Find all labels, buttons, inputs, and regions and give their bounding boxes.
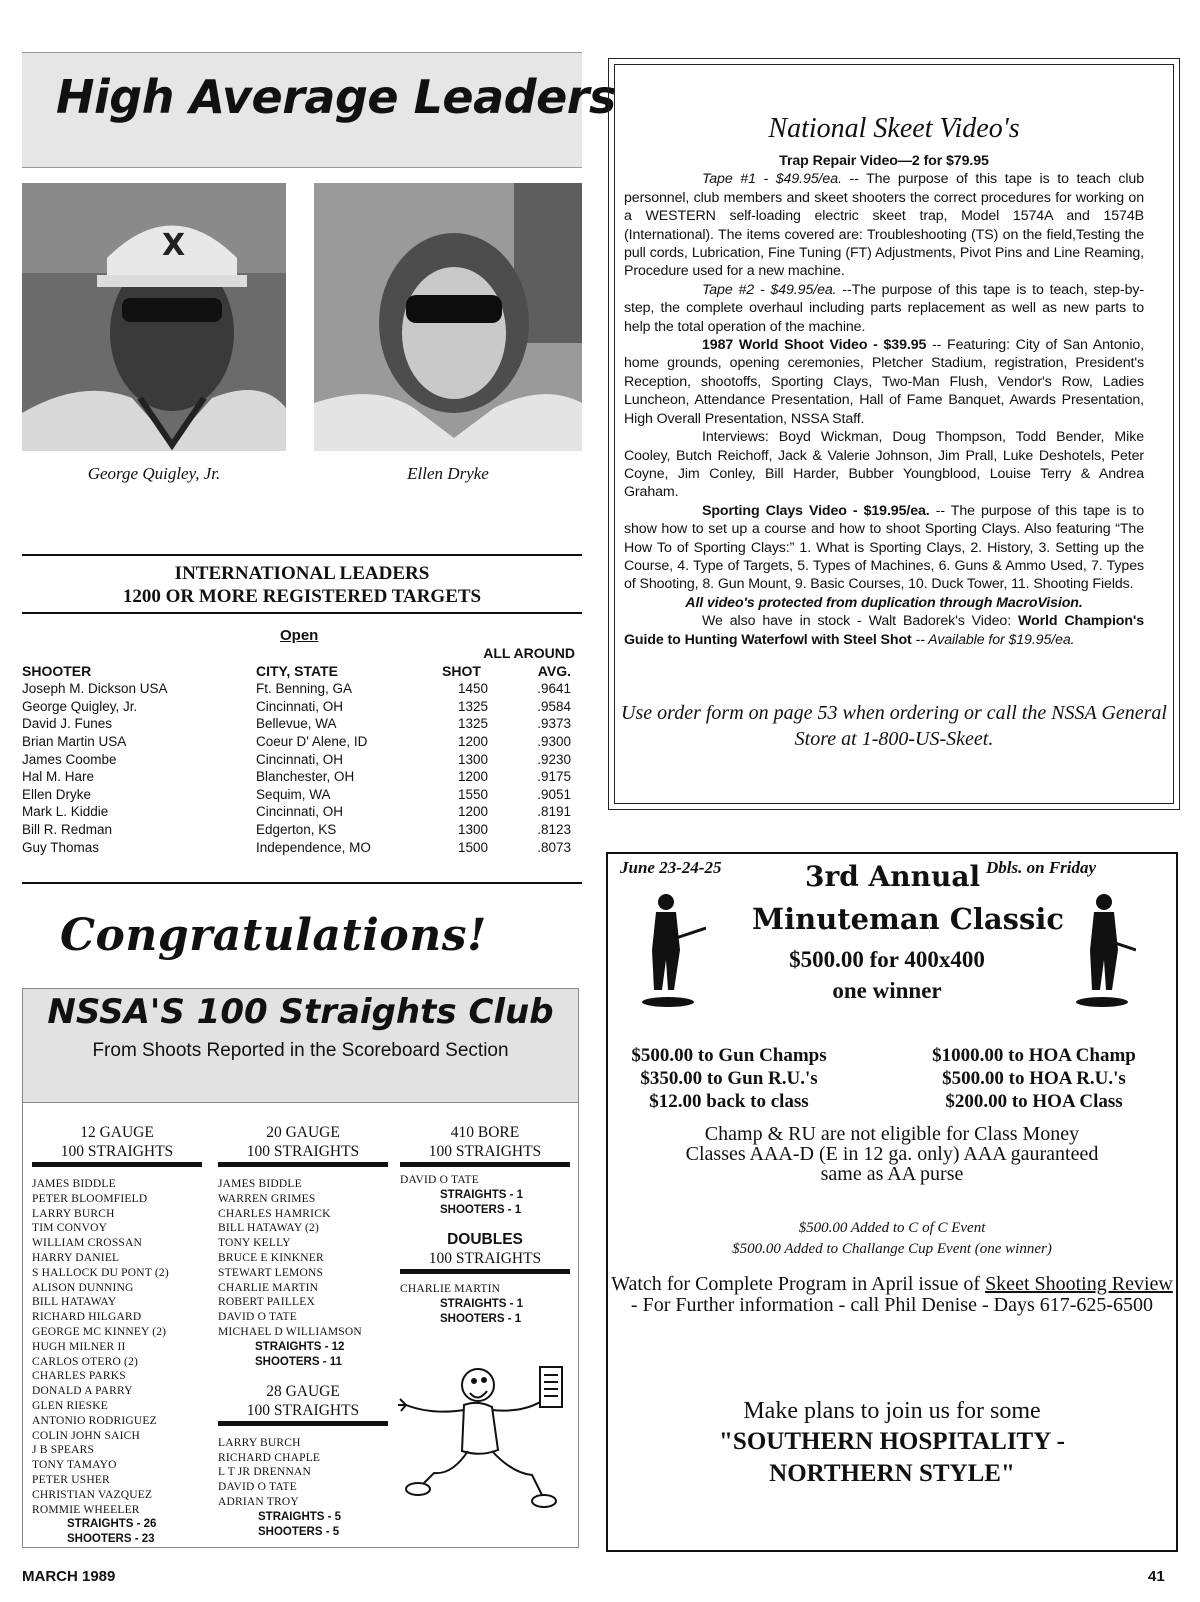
cell-shot: 1450	[457, 681, 489, 697]
list-item: JAMES BIDDLE	[32, 1178, 116, 1190]
eligibility-line-1: Champ & RU are not eligible for Class Money	[704, 1123, 1080, 1145]
col12-straights: STRAIGHTS - 26	[67, 1518, 157, 1531]
cell-avg: .9051	[537, 786, 571, 802]
list-item: CHARLIE MARTIN	[218, 1281, 319, 1294]
list-item: BILL HATAWAY (2)	[218, 1222, 320, 1235]
tape1-text: -- The purpose of this tape is to teach club personnel, club members and skeet shooters the correct procedures for working on a WESTERN self-loading electric skeet trap, Model 1574A and 1574B (International). The items covered are: Troubleshooting (TS) on the field,Testing the pull cords, Lubrication, Fine Tuning (FT) Adjustments, Pivot Pins and Line Reaming, Procedure used for a new machine.	[624, 171, 1144, 280]
cell-city-state: Independence, MO	[256, 839, 371, 855]
col20-shooters: SHOOTERS - 11	[255, 1355, 342, 1368]
tape2-text: --The purpose of this tape is to teach, step-by-step, the complete overhaul including parts replacement as well as new parts to help the total operation of the machine.	[624, 281, 1144, 335]
watch-prefix: Watch for Complete Program in April issue of	[611, 1273, 986, 1295]
high-average-title: High Average Leaders	[56, 70, 616, 124]
watch-for-program	[608, 1274, 1176, 1316]
table-row	[22, 751, 577, 769]
doubles-shooters: SHOOTERS - 1	[440, 1312, 522, 1325]
list-item: DONALD A PARRY	[32, 1385, 133, 1398]
cell-shot: 1300	[457, 821, 489, 837]
list-item: PETER USHER	[32, 1473, 110, 1486]
list-item: CHARLES HAMRICK	[218, 1207, 331, 1220]
plans-line: Make plans to join us for some	[743, 1398, 1041, 1424]
col410-shooters: SHOOTERS - 1	[440, 1203, 522, 1216]
list-item: COLIN JOHN SAICH	[32, 1429, 140, 1442]
cell-avg: .9584	[537, 698, 571, 714]
video-ad-body	[624, 152, 1144, 649]
cartoon-cheering-man-illustration	[392, 1355, 572, 1515]
cell-shot: 1200	[457, 733, 489, 749]
col12-bar	[32, 1162, 202, 1167]
col28-straights: STRAIGHTS - 5	[258, 1510, 342, 1523]
list-item: DAVID O TATE	[218, 1311, 297, 1324]
cell-city-state: Cincinnati, OH	[256, 751, 344, 767]
photo-caption-ellen: Ellen Dryke	[407, 464, 489, 483]
list-item: PETER BLOOMFIELD	[32, 1192, 148, 1205]
col28-shooters: SHOOTERS - 5	[258, 1525, 340, 1538]
col20-bar	[218, 1162, 388, 1167]
col-header-shooter: SHOOTER	[22, 662, 92, 679]
cell-shooter: Mark L. Kiddie	[22, 804, 109, 820]
col28-name-list	[218, 1436, 388, 1510]
list-item: CHRISTIAN VAZQUEZ	[32, 1488, 153, 1501]
international-leaders-title	[22, 562, 582, 608]
cell-shooter: Brian Martin USA	[22, 733, 127, 749]
col12-heading: 12 GAUGE	[80, 1124, 154, 1141]
table-row	[22, 768, 577, 786]
skeet-shooting-review-link: Skeet Shooting Review	[985, 1273, 1173, 1295]
purse-line: $500.00 for 400x400	[789, 947, 985, 972]
col20-heading: 20 GAUGE	[266, 1124, 340, 1141]
doubles-friday-note: Dbls. on Friday	[986, 858, 1097, 877]
list-item: MICHAEL D WILLIAMSON	[218, 1325, 362, 1338]
left-prize-1: $500.00 to Gun Champs	[631, 1045, 827, 1066]
cell-avg: .9373	[537, 716, 571, 732]
col20-subheading: 100 STRAIGHTS	[246, 1143, 360, 1160]
issue-date-footer: MARCH 1989	[22, 1568, 116, 1585]
list-item: RICHARD HILGARD	[32, 1311, 142, 1324]
list-item: JAMES BIDDLE	[218, 1178, 302, 1190]
division-open-label: Open	[280, 627, 319, 644]
list-item: WARREN GRIMES	[218, 1192, 316, 1205]
table-row	[22, 839, 577, 857]
page-number-footer: 41	[1148, 1568, 1165, 1585]
col12-shooters: SHOOTERS - 23	[67, 1533, 155, 1546]
left-prize-3: $12.00 back to class	[649, 1091, 809, 1112]
doubles-straights: STRAIGHTS - 1	[440, 1297, 524, 1310]
cell-avg: .8191	[537, 804, 571, 820]
column-410-bore	[400, 1123, 570, 1327]
macrovision-notice: All video's protected from duplication through MacroVision.	[685, 594, 1083, 611]
minuteman-classic-heading: Minuteman Classic	[752, 902, 1065, 936]
cell-shooter: Guy Thomas	[22, 839, 100, 855]
col28-heading: 28 GAUGE	[266, 1382, 340, 1400]
cell-shooter: Hal M. Hare	[22, 769, 95, 785]
list-item: GLEN RIESKE	[32, 1399, 108, 1412]
photo-ellen-dryke	[314, 183, 582, 451]
cell-shot: 1300	[457, 751, 489, 767]
list-item: ROMMIE WHEELER	[32, 1503, 140, 1516]
cell-city-state: Edgerton, KS	[256, 821, 337, 837]
added-money-notes	[608, 1218, 1176, 1260]
list-item: ANTONIO RODRIGUEZ	[32, 1414, 157, 1427]
list-item: L T JR DRENNAN	[218, 1466, 311, 1479]
stock-text: We also have in stock - Walt Badorek's Video:	[702, 613, 1018, 630]
eligibility-notes	[608, 1124, 1176, 1184]
svg-text:X: X	[162, 228, 186, 263]
table-row	[22, 786, 577, 804]
sporting-clays-text: -- The purpose of this tape is to show how to set up a course and how to shoot Sporting Clays. Also featuring “The How To of Sporting Clays:” 1. What is Sporting Clays, 2. History, 3. Setting up the Course, 4. Type of Targets, 5. Types of Machines, 6. Guns & Ammo Used, 7. Types of Shooting, 8. Gun Mount, 9. Basic Courses, 10. Duck Tower, 11. Shooting Fields.	[624, 502, 1144, 593]
added-line-2: $500.00 Added to Challange Cup Event (one winner)	[732, 1241, 1052, 1257]
cell-shooter: Bill R. Redman	[22, 821, 113, 837]
cell-avg: .8123	[537, 821, 571, 837]
col-header-city: CITY, STATE	[256, 662, 338, 679]
cell-shooter: Joseph M. Dickson USA	[22, 681, 168, 697]
list-item: BRUCE E KINKNER	[218, 1251, 324, 1264]
cell-city-state: Blanchester, OH	[256, 769, 355, 785]
hospitality-line-1: "SOUTHERN HOSPITALITY -	[719, 1428, 1065, 1455]
eligibility-line-3: same as AA purse	[820, 1163, 964, 1185]
col-header-shot: SHOT	[442, 662, 481, 679]
cell-shooter: George Quigley, Jr.	[22, 698, 138, 714]
col28-bar	[218, 1421, 388, 1426]
straights-club-subtitle: From Shoots Reported in the Scoreboard Section	[92, 1040, 509, 1061]
watch-suffix: - For Further information - call Phil Denise - Days 617-625-6500	[630, 1294, 1154, 1316]
cell-avg: .9641	[537, 681, 571, 697]
table-row	[22, 821, 577, 839]
doubles-heading: DOUBLES	[447, 1230, 523, 1248]
col410-heading: 410 BORE	[450, 1124, 520, 1141]
cell-shot: 1325	[457, 716, 489, 732]
cell-city-state: Cincinnati, OH	[256, 804, 344, 820]
cell-avg: .9230	[537, 751, 571, 767]
divider-top	[22, 554, 582, 556]
table-row	[22, 803, 577, 821]
cell-shooter: Ellen Dryke	[22, 786, 92, 802]
list-item: WILLIAM CROSSAN	[32, 1237, 143, 1250]
column-12-gauge	[32, 1123, 202, 1547]
col-header-avg: AVG.	[537, 662, 571, 679]
list-item: ROBERT PAILLEX	[218, 1296, 315, 1309]
sporting-clays-label: Sporting Clays Video - $19.95/ea.	[702, 502, 930, 519]
left-prize-2: $350.00 to Gun R.U.'s	[640, 1068, 818, 1089]
stock-title: World Champion's Guide to Hunting Waterfowl with Steel Shot	[624, 613, 1144, 648]
cell-shot: 1500	[457, 839, 489, 855]
cell-avg: .8073	[537, 839, 571, 855]
list-item: CHARLES PARKS	[32, 1370, 126, 1383]
right-prize-1: $1000.00 to HOA Champ	[932, 1045, 1136, 1066]
tape2-label: Tape #2 - $49.95/ea.	[702, 281, 837, 298]
stock-price: -- Available for $19.95/ea.	[911, 631, 1075, 648]
col28-subheading: 100 STRAIGHTS	[246, 1401, 360, 1419]
table-row	[22, 680, 577, 698]
list-item: GEORGE MC KINNEY (2)	[32, 1325, 167, 1338]
interviews-text: Interviews: Boyd Wickman, Doug Thompson, Todd Bender, Mike Cooley, Butch Reichoff, Jack & Valerie Johnson, Jim Prall, Luke Deshotels, Peter Coyne, Jim Conley, Bill Harder, Bubber Youngblood, Louise Terry & Andrea Graham.	[624, 429, 1144, 501]
hospitality-line-2: NORTHERN STYLE"	[769, 1460, 1015, 1487]
cell-shooter: David J. Funes	[22, 716, 113, 732]
doubles-name-list	[400, 1282, 570, 1297]
right-prize-3: $200.00 to HOA Class	[945, 1091, 1123, 1112]
all-around-header: ALL AROUND	[483, 645, 575, 661]
event-dates: June 23-24-25	[620, 858, 722, 877]
table-row	[22, 698, 577, 716]
cell-shot: 1200	[457, 769, 489, 785]
divider-bottom	[22, 882, 582, 884]
list-item: DAVID O TATE	[218, 1481, 297, 1494]
cell-city-state: Coeur D' Alene, ID	[256, 733, 368, 749]
list-item: ADRIAN TROY	[218, 1495, 299, 1508]
col12-subheading: 100 STRAIGHTS	[60, 1143, 174, 1160]
list-item: HUGH MILNER II	[32, 1340, 126, 1353]
annual-heading: 3rd Annual	[805, 860, 981, 893]
list-item: TIM CONVOY	[32, 1222, 108, 1235]
col410-straights: STRAIGHTS - 1	[440, 1188, 524, 1201]
table-row	[22, 715, 577, 733]
list-item: DAVID O TATE	[400, 1174, 479, 1186]
cell-shot: 1325	[457, 698, 489, 714]
right-prize-list	[906, 1044, 1162, 1113]
cell-city-state: Ft. Benning, GA	[256, 681, 353, 697]
list-item: CHARLIE MARTIN	[400, 1282, 501, 1295]
divider-mid	[22, 612, 582, 614]
cell-avg: .9300	[537, 733, 571, 749]
video-order-note: Use order form on page 53 when ordering or call the NSSA General Store at 1-800-US-Skeet.	[621, 702, 1167, 750]
table-row	[22, 733, 577, 751]
list-item: CARLOS OTERO (2)	[32, 1355, 139, 1368]
cell-city-state: Sequim, WA	[256, 786, 331, 802]
world-shoot-label: 1987 World Shoot Video - $39.95	[702, 337, 927, 354]
eligibility-line-2: Classes AAA-D (E in 12 ga. only) AAA gauranteed	[685, 1143, 1099, 1165]
doubles-subheading: 100 STRAIGHTS	[428, 1249, 542, 1267]
left-prize-list	[604, 1044, 854, 1113]
cell-shooter: James Coombe	[22, 751, 117, 767]
list-item: TONY TAMAYO	[32, 1459, 117, 1472]
col410-bar	[400, 1162, 570, 1167]
list-item: RICHARD CHAPLE	[218, 1451, 321, 1464]
col410-name-list	[400, 1173, 570, 1188]
international-title-line1: INTERNATIONAL LEADERS	[174, 563, 430, 584]
column-20-gauge	[218, 1123, 388, 1540]
doubles-bar	[400, 1269, 570, 1274]
list-item: LARRY BURCH	[218, 1436, 301, 1449]
trap-repair-heading: Trap Repair Video—2 for $79.95	[779, 153, 989, 169]
photo-caption-george: George Quigley, Jr.	[87, 464, 221, 483]
col12-name-list	[32, 1177, 202, 1517]
list-item: HARRY DANIEL	[32, 1251, 120, 1264]
cell-shot: 1550	[457, 786, 489, 802]
list-item: BILL HATAWAY	[32, 1296, 117, 1309]
list-item: LARRY BURCH	[32, 1207, 115, 1220]
list-item: STEWART LEMONS	[218, 1266, 324, 1279]
cell-shot: 1200	[457, 804, 489, 820]
international-leaders-table	[22, 645, 577, 856]
col410-subheading: 100 STRAIGHTS	[428, 1143, 542, 1160]
cell-city-state: Cincinnati, OH	[256, 698, 344, 714]
straights-club-title: NSSA'S 100 Straights Club	[47, 992, 554, 1032]
video-ad-title: National Skeet Video's	[768, 113, 1020, 144]
col20-name-list	[218, 1177, 388, 1340]
list-item: J B SPEARS	[32, 1444, 95, 1457]
added-line-1: $500.00 Added to C of C Event	[798, 1220, 986, 1236]
col20-straights: STRAIGHTS - 12	[255, 1340, 345, 1353]
list-item: TONY KELLY	[218, 1237, 291, 1250]
photo-george-quigley	[22, 183, 286, 451]
right-prize-2: $500.00 to HOA R.U.'s	[942, 1068, 1126, 1089]
cell-avg: .9175	[537, 769, 571, 785]
minuteman-figure-right-icon	[1066, 890, 1136, 1008]
world-shoot-text: -- Featuring: City of San Antonio, home grounds, opening ceremonies, Pletcher Stadium, registration, President's Reception, shootoffs, Sporting Clays, Two-Man Flush, Vendor's Row, Ladies Luncheon, Attendance Presentation, Hall of Fame Banquet, Awards Presentation, High Overall Presentation, NSSA Staff.	[624, 337, 1145, 427]
one-winner-line: one winner	[832, 978, 942, 1003]
congratulations-headline: Congratulations!	[60, 910, 487, 961]
cell-city-state: Bellevue, WA	[256, 716, 337, 732]
list-item: ALISON DUNNING	[32, 1281, 134, 1294]
list-item: S HALLOCK DU PONT (2)	[32, 1266, 169, 1279]
tape1-label: Tape #1 - $49.95/ea.	[702, 171, 842, 188]
minuteman-figure-left-icon	[636, 890, 706, 1008]
international-title-line2: 1200 OR MORE REGISTERED TARGETS	[122, 586, 482, 607]
